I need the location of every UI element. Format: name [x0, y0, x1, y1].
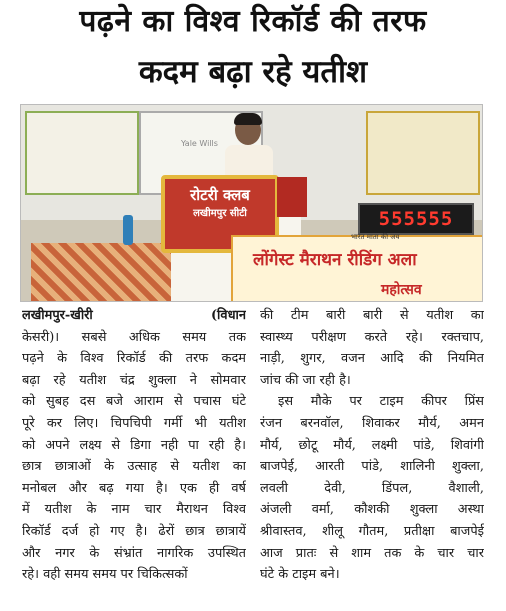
photo-banner-left [25, 111, 139, 195]
article-body [22, 305, 484, 605]
article-line: अंजली वर्मा, कौशकी शुक्ला अस्था [260, 502, 484, 518]
article-line: रिकॉर्ड दर्ज हो गए है। ढेरों छात्र छात्रायें [22, 523, 246, 539]
headline-line-1: पढ़ने का विश्व रिकॉर्ड की तरफ [79, 4, 427, 39]
article-line: की टीम बारी बारी से यतीश का [260, 308, 484, 323]
rotary-board-line-2: लखीमपुर सीटी [193, 208, 247, 219]
photo-checkered-table [31, 243, 181, 301]
article-line: स्वास्थ्य परीक्षण करते रहे। रक्तचाप, [260, 329, 484, 345]
article-line: केसरी)। सबसे अधिक समय तक [22, 329, 246, 345]
article-line: श्रीवास्तव, शीलू गौतम, प्रतीक्षा बाजपेई [260, 523, 484, 539]
article-line: बढ़ा रहे यतीश चंद्र शुक्ला ने सोमवार [22, 372, 246, 388]
article-line: घंटे के टाइम बने। [260, 567, 340, 583]
article-line: नाड़ी, शुगर, वजन आदि की नियमित [260, 351, 484, 367]
article-column-left [22, 305, 246, 586]
marathon-sign-bottom: महोत्सव [381, 282, 422, 298]
marathon-sign-small-text: भारत माता की जय [351, 233, 400, 241]
news-photo [20, 104, 483, 302]
article-line: पूरे कर लिए। चिपचिपी गर्मी भी यतीश [22, 415, 246, 431]
article-line: इस मौके पर टाइम कीपर प्रिंस [278, 394, 484, 410]
article-line: मनोबल और बढ़ गया है। एक ही वर्ष [22, 480, 246, 496]
article-line: छात्र छात्राओं के उत्साह से यतीश का [22, 459, 246, 475]
led-timer-counter: 555555 [358, 203, 474, 235]
article-line: पढ़ने के विश्व रिकॉर्ड की तरफ कदम [22, 351, 246, 367]
article-line: लवली देवी, डिंपल, वैशाली, [260, 480, 484, 496]
article-dateline: लखीमपुर-खीरी (विधान [22, 308, 246, 323]
photo-banner-text: Yale Wills [181, 139, 218, 148]
marathon-sign-title: लोंगेस्ट मैराथन रीडिंग अला [253, 250, 417, 270]
rotary-board-line-1: रोटरी क्लब [190, 186, 250, 204]
article-line: बाजपेई, आरती पांडे, शालिनी शुक्ला, [260, 459, 484, 475]
article-line: रहे। वही समय समय पर चिकित्सकों [22, 567, 188, 583]
article-line: को सुबह दस बजे आराम से पचास घंटे [22, 394, 246, 410]
reader-hair [234, 113, 262, 125]
article-line: रंजन बरनवॉल, शिवाकर मौर्य, अमन [260, 415, 484, 431]
headline-line-2: कदम बढ़ा रहे यतीश [138, 54, 368, 90]
article-line: आज प्रातः से शाम तक के चार चार [260, 545, 484, 561]
article-column-right [260, 305, 484, 586]
article-line: मौर्य, छोटू मौर्य, लक्ष्मी पांडे, शिवांगी [260, 437, 484, 453]
article-line: में यतीश के नाम चार मैराथन विश्व [22, 502, 246, 518]
article-line: और नगर के संभ्रांत नागरिक उपस्थित [22, 545, 246, 561]
photo-banner-right [366, 111, 480, 195]
article-line: को अपने लक्ष्य से डिगा नही पा रही है। [22, 437, 246, 453]
article-line: जांच की जा रही है। [260, 372, 351, 388]
water-bottle [123, 215, 133, 245]
photo-red-stand [277, 177, 307, 217]
